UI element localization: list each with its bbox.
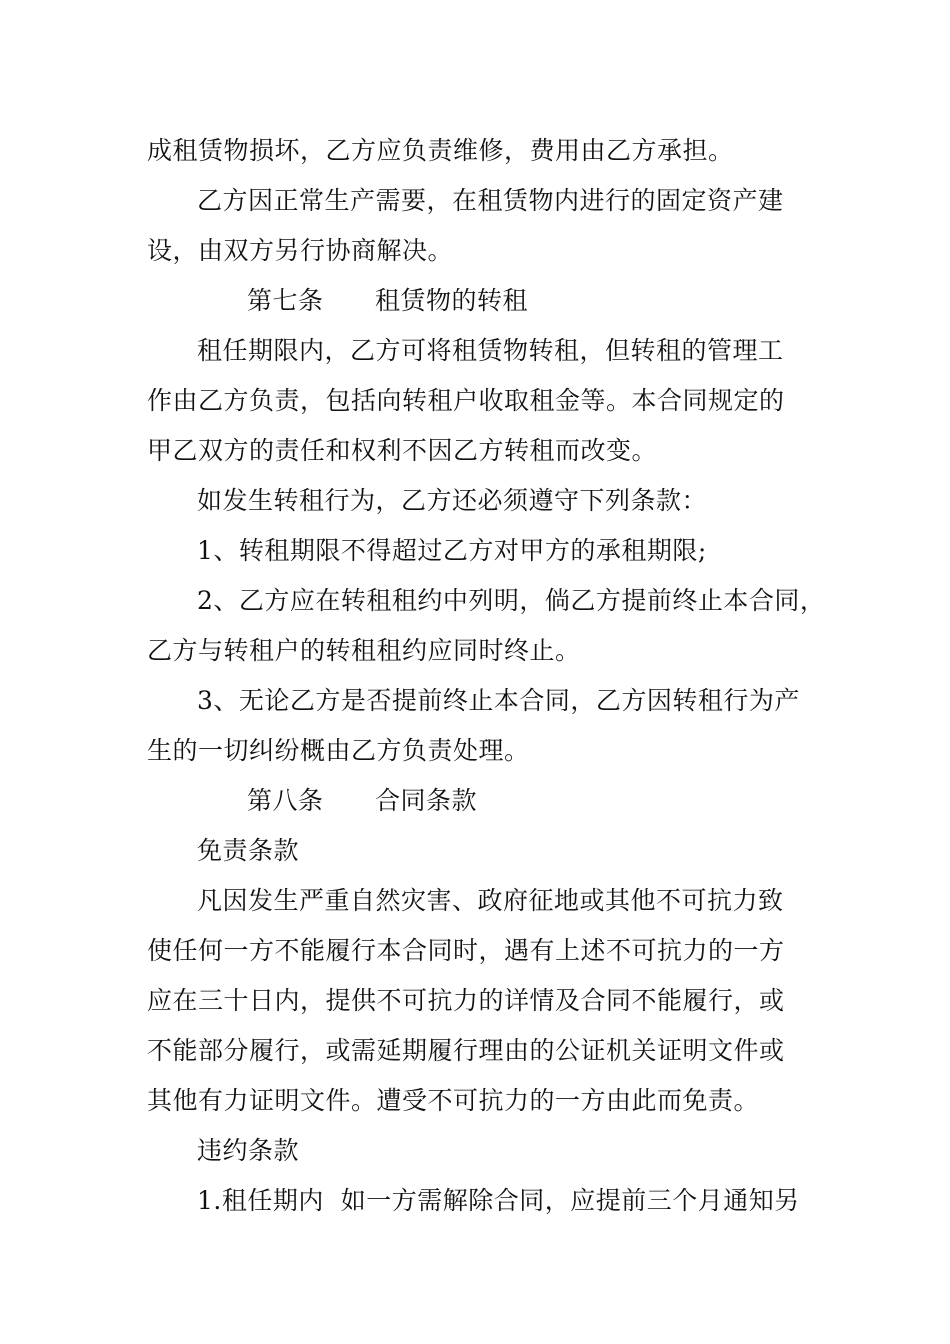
body-line: 凡因发生严重自然灾害、政府征地或其他不可抗力致: [197, 886, 784, 915]
body-line: 乙方与转租户的转租租约应同时终止。: [147, 636, 581, 665]
list-item: 3、无论乙方是否提前终止本合同，乙方因转租行为产: [197, 686, 800, 715]
body-line: 不能部分履行，或需延期履行理由的公证机关证明文件或: [147, 1036, 785, 1065]
body-line: 如发生转租行为，乙方还必须遵守下列条款：: [197, 486, 708, 515]
section-subheading: 免责条款: [197, 836, 300, 865]
article-number: 第七条: [247, 286, 324, 315]
body-line: 其他有力证明文件。遭受不可抗力的一方由此而免责。: [147, 1086, 760, 1115]
article-heading: [0, 776, 950, 826]
body-line: 设，由双方另行协商解决。: [147, 236, 454, 265]
body-line: 甲乙双方的责任和权利不因乙方转租而改变。: [147, 436, 658, 465]
body-line: 乙方因正常生产需要，在租赁物内进行的固定资产建: [197, 186, 784, 215]
list-item: 2、乙方应在转租租约中列明，倘乙方提前终止本合同，: [197, 586, 826, 615]
body-line: 应在三十日内，提供不可抗力的详情及合同不能履行，或: [147, 986, 785, 1015]
section-subheading: 违约条款: [197, 1136, 300, 1165]
article-title: 租赁物的转租: [375, 286, 529, 315]
body-line: 作由乙方负责，包括向转租户收取租金等。本合同规定的: [147, 386, 785, 415]
body-line: 租任期限内，乙方可将租赁物转租，但转租的管理工: [197, 336, 784, 365]
list-item: 1、转租期限不得超过乙方对甲方的承租期限;: [197, 536, 707, 565]
list-item: 1.租任期内 如一方需解除合同，应提前三个月通知另: [197, 1186, 800, 1215]
body-line: 成租赁物损坏，乙方应负责维修，费用由乙方承担。: [147, 136, 734, 165]
article-heading: [0, 276, 950, 326]
body-line: 生的一切纠纷概由乙方负责处理。: [147, 736, 530, 765]
article-number: 第八条: [247, 786, 324, 815]
body-line: 使任何一方不能履行本合同时，遇有上述不可抗力的一方: [147, 936, 785, 965]
article-title: 合同条款: [375, 786, 478, 815]
